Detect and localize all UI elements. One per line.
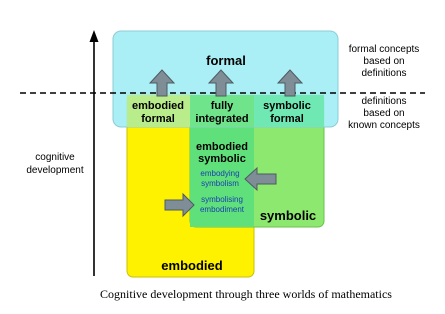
development-axis-arrowhead xyxy=(90,30,99,42)
known-concepts-note-1: definitions xyxy=(361,96,407,107)
figure-caption: Cognitive development through three worlds of mathematics xyxy=(100,287,392,301)
world-label-symbolic: symbolic xyxy=(259,208,317,223)
formal-note-1: formal concepts xyxy=(348,44,420,55)
world-label-embodied: embodied xyxy=(161,258,223,273)
symbolising-embodiment-label-2: embodiment xyxy=(199,205,245,214)
cognitive-development-label-1: cognitive xyxy=(35,152,75,163)
fully-integrated-label-2: integrated xyxy=(195,113,249,125)
embodied-symbolic-label-1: embodied xyxy=(196,141,248,153)
embodying-symbolism-label-1: embodying xyxy=(200,169,240,178)
fully-integrated-label-1: fully xyxy=(210,100,234,112)
cognitive-development-label-2: development xyxy=(26,165,84,176)
embodied-formal-label-1: embodied xyxy=(132,100,184,112)
embodying-symbolism-label-2: symbolism xyxy=(201,179,239,188)
embodied-formal-label-2: formal xyxy=(141,113,175,125)
symbolic-formal-label-2: formal xyxy=(270,113,304,125)
symbolising-embodiment-label-1: symbolising xyxy=(201,195,243,204)
world-label-formal: formal xyxy=(206,53,246,68)
formal-note-2: based on xyxy=(363,56,405,67)
known-concepts-note-2: based on xyxy=(363,108,405,119)
known-concepts-note-3: known concepts xyxy=(348,120,420,131)
formal-note-3: definitions xyxy=(361,68,407,79)
symbolic-formal-label-1: symbolic xyxy=(263,100,311,112)
embodied-symbolic-label-2: symbolic xyxy=(198,153,246,165)
